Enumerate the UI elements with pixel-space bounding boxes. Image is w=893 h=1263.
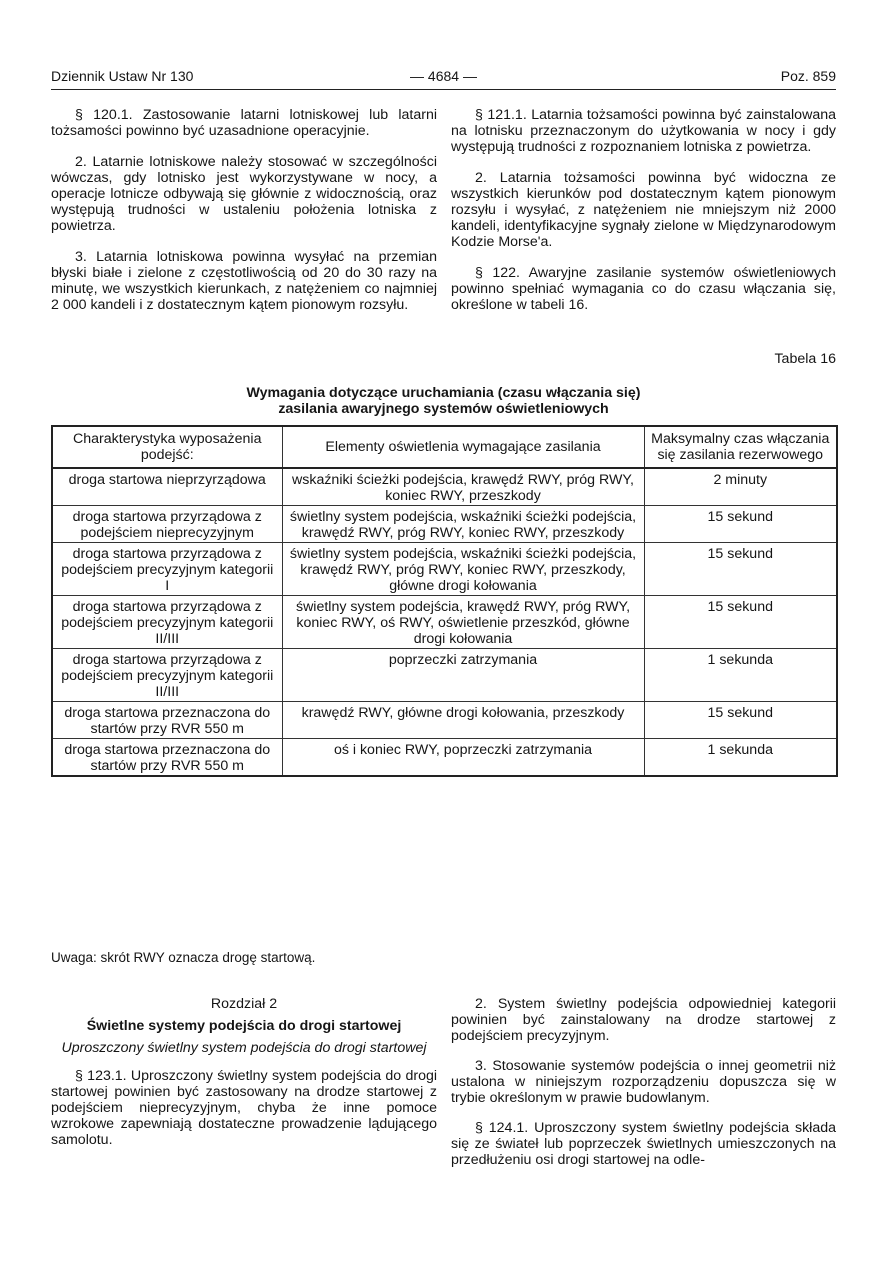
top-left-column bbox=[51, 107, 437, 328]
cell-elements: wskaźniki ścieżki podejścia, krawędź RWY, próg RWY, koniec RWY, przeszkody bbox=[282, 468, 644, 506]
paragraph: § 123.1. Uproszczony świetlny system podejścia do drogi startowej powinien być zastosowany na drodze startowej z podejściem nieprecyzyjnym, chyba że inne pomoce wzrokowe zapewniają dostateczne prowadzenie lądującego samolotu. bbox=[51, 1068, 437, 1148]
cell-time: 15 sekund bbox=[644, 543, 837, 596]
table-title-line: Wymagania dotyczące uruchamiania (czasu włączania się) bbox=[246, 385, 641, 401]
page-number: — 4684 — bbox=[410, 68, 477, 84]
table-note: Uwaga: skrót RWY oznacza drogę startową. bbox=[51, 950, 316, 965]
table-row bbox=[52, 596, 837, 649]
cell-characteristics: droga startowa przyrządowa z podejściem precyzyjnym kategorii I bbox=[52, 543, 282, 596]
requirements-table bbox=[51, 425, 838, 777]
position-number: Poz. 859 bbox=[780, 68, 836, 84]
table-row bbox=[52, 649, 837, 702]
section-subtitle: Uproszczony świetlny system podejścia do drogi startowej bbox=[61, 1040, 427, 1056]
cell-characteristics: droga startowa przyrządowa z podejściem nieprecyzyjnym bbox=[52, 506, 282, 543]
header-max-time: Maksymalny czas włączania się zasilania rezerwowego bbox=[644, 426, 837, 468]
cell-time: 2 minuty bbox=[644, 468, 837, 506]
paragraph: § 124.1. Uproszczony system świetlny podejścia składa się ze świateł lub poprzeczek świetlnych umieszczonych na przedłużeniu osi drogi startowej na odle- bbox=[451, 1120, 836, 1168]
journal-title: Dziennik Ustaw Nr 130 bbox=[51, 68, 194, 84]
paragraph: § 122. Awaryjne zasilanie systemów oświetleniowych powinno spełniać wymagania co do czasu włączania się, określone w tabeli 16. bbox=[451, 265, 836, 313]
cell-elements: krawędź RWY, główne drogi kołowania, przeszkody bbox=[282, 702, 644, 739]
cell-characteristics: droga startowa przeznaczona do startów przy RVR 550 m bbox=[52, 739, 282, 777]
chapter-label: Rozdział 2 bbox=[210, 996, 278, 1012]
page-header bbox=[51, 68, 836, 88]
paragraph: 2. Latarnie lotniskowe należy stosować w szczególności wówczas, gdy lotnisko jest wykorzystywane w nocy, a operacje lotnicze odbywają się głównie z widocznością, oraz występują trudności w ustaleniu położenia lotniska z powietrza. bbox=[51, 154, 437, 234]
cell-elements: poprzeczki zatrzymania bbox=[282, 649, 644, 702]
chapter-title: Świetlne systemy podejścia do drogi startowej bbox=[86, 1018, 402, 1034]
paragraph: § 120.1. Zastosowanie latarni lotniskowej lub latarni tożsamości powinno być uzasadnione operacyjnie. bbox=[51, 107, 437, 139]
bottom-right-column bbox=[451, 996, 836, 1182]
table-title bbox=[51, 385, 836, 417]
table-row bbox=[52, 739, 837, 777]
cell-time: 15 sekund bbox=[644, 702, 837, 739]
table-header-row bbox=[52, 426, 837, 468]
header-characteristics: Charakterystyka wyposażenia podejść: bbox=[52, 426, 282, 468]
table-row bbox=[52, 468, 837, 506]
cell-elements: świetlny system podejścia, wskaźniki ścieżki podejścia, krawędź RWY, próg RWY, koniec RWY, przeszkody bbox=[282, 506, 644, 543]
table-row bbox=[52, 702, 837, 739]
paragraph: 2. System świetlny podejścia odpowiedniej kategorii powinien być zainstalowany na drodze startowej z podejściem precyzyjnym. bbox=[451, 996, 836, 1044]
table-row bbox=[52, 543, 837, 596]
paragraph: 3. Stosowanie systemów podejścia o innej geometrii niż ustalona w niniejszym rozporządzeniu dopuszcza się w trybie określonym w prawie budowlanym. bbox=[451, 1058, 836, 1106]
cell-time: 1 sekunda bbox=[644, 739, 837, 777]
cell-characteristics: droga startowa przyrządowa z podejściem precyzyjnym kategorii II/III bbox=[52, 596, 282, 649]
header-rule bbox=[51, 89, 836, 90]
cell-elements: świetlny system podejścia, wskaźniki ścieżki podejścia, krawędź RWY, próg RWY, koniec RWY, przeszkody, główne drogi kołowania bbox=[282, 543, 644, 596]
table-row bbox=[52, 506, 837, 543]
table-title-line: zasilania awaryjnego systemów oświetleniowych bbox=[278, 401, 609, 417]
cell-characteristics: droga startowa nieprzyrządowa bbox=[52, 468, 282, 506]
table-label: Tabela 16 bbox=[774, 351, 836, 367]
top-right-column bbox=[451, 107, 836, 328]
cell-time: 15 sekund bbox=[644, 596, 837, 649]
cell-characteristics: droga startowa przeznaczona do startów przy RVR 550 m bbox=[52, 702, 282, 739]
paragraph: 2. Latarnia tożsamości powinna być widoczna ze wszystkich kierunków pod dostatecznym kątem pionowym rozsyłu i wysyłać, z natężeniem nie mniejszym niż 2000 kandeli, identyfikacyjne sygnały zielone w Międzynarodowym Kodzie Morse'a. bbox=[451, 170, 836, 250]
cell-time: 15 sekund bbox=[644, 506, 837, 543]
paragraph: § 121.1. Latarnia tożsamości powinna być zainstalowana na lotnisku przeznaczonym do użytkowania w nocy i gdy występują trudności z rozpoznaniem lotniska z powietrza. bbox=[451, 107, 836, 155]
cell-elements: oś i koniec RWY, poprzeczki zatrzymania bbox=[282, 739, 644, 777]
paragraph: 3. Latarnia lotniskowa powinna wysyłać na przemian błyski białe i zielone z częstotliwością od 20 do 30 razy na minutę, we wszystkich kierunkach, z natężeniem co najmniej 2 000 kandeli i z dostatecznym kątem pionowym rozsyłu. bbox=[51, 249, 437, 313]
cell-time: 1 sekunda bbox=[644, 649, 837, 702]
bottom-left-column bbox=[51, 996, 437, 1162]
header-elements: Elementy oświetlenia wymagające zasilania bbox=[282, 426, 644, 468]
cell-characteristics: droga startowa przyrządowa z podejściem precyzyjnym kategorii II/III bbox=[52, 649, 282, 702]
cell-elements: świetlny system podejścia, krawędź RWY, próg RWY, koniec RWY, oś RWY, oświetlenie przeszkód, główne drogi kołowania bbox=[282, 596, 644, 649]
